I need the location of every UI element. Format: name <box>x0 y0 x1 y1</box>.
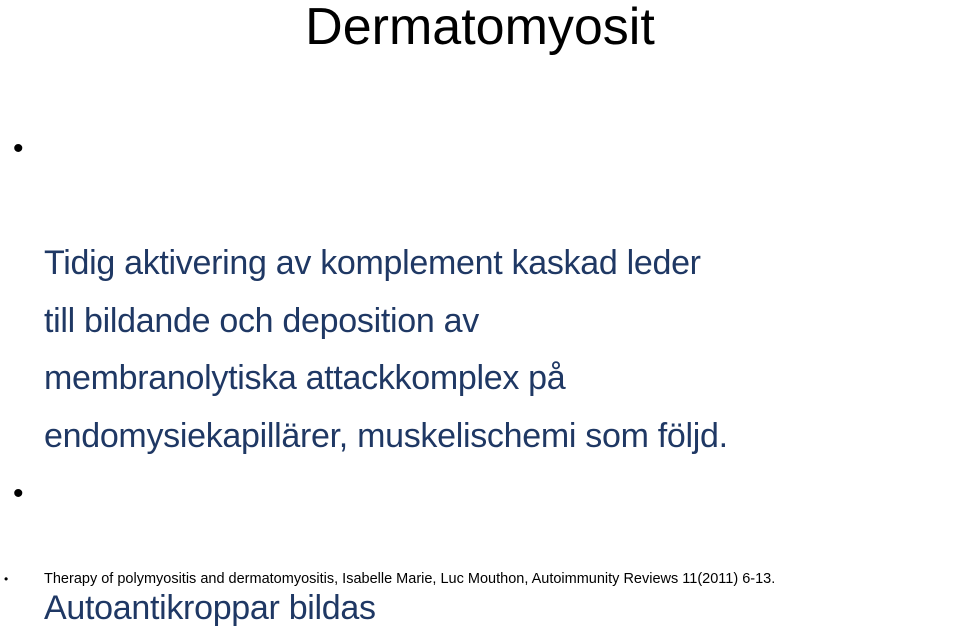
bullet-text: Autoantikroppar bildas <box>44 589 376 627</box>
bullet-item-complement-activation <box>0 120 960 465</box>
reference-bullet-icon: • <box>4 572 9 586</box>
reference-text: Therapy of polymyositis and dermatomyositis, Isabelle Marie, Luc Mouthon, Autoimmunity Reviews 11(2011) 6-13. <box>44 571 776 587</box>
bullet-item-autoantibodies <box>0 465 960 638</box>
bullet-icon: • <box>13 132 24 165</box>
slide-title: Dermatomyosit <box>305 0 655 56</box>
bullet-list <box>0 120 960 638</box>
bullet-icon: • <box>13 477 24 510</box>
bullet-text: Tidig aktivering av komplement kaskad leder till bildande och deposition av membranolytiska attackkomplex på endomysiekapillärer, muskelischemi som följd. <box>44 244 728 455</box>
